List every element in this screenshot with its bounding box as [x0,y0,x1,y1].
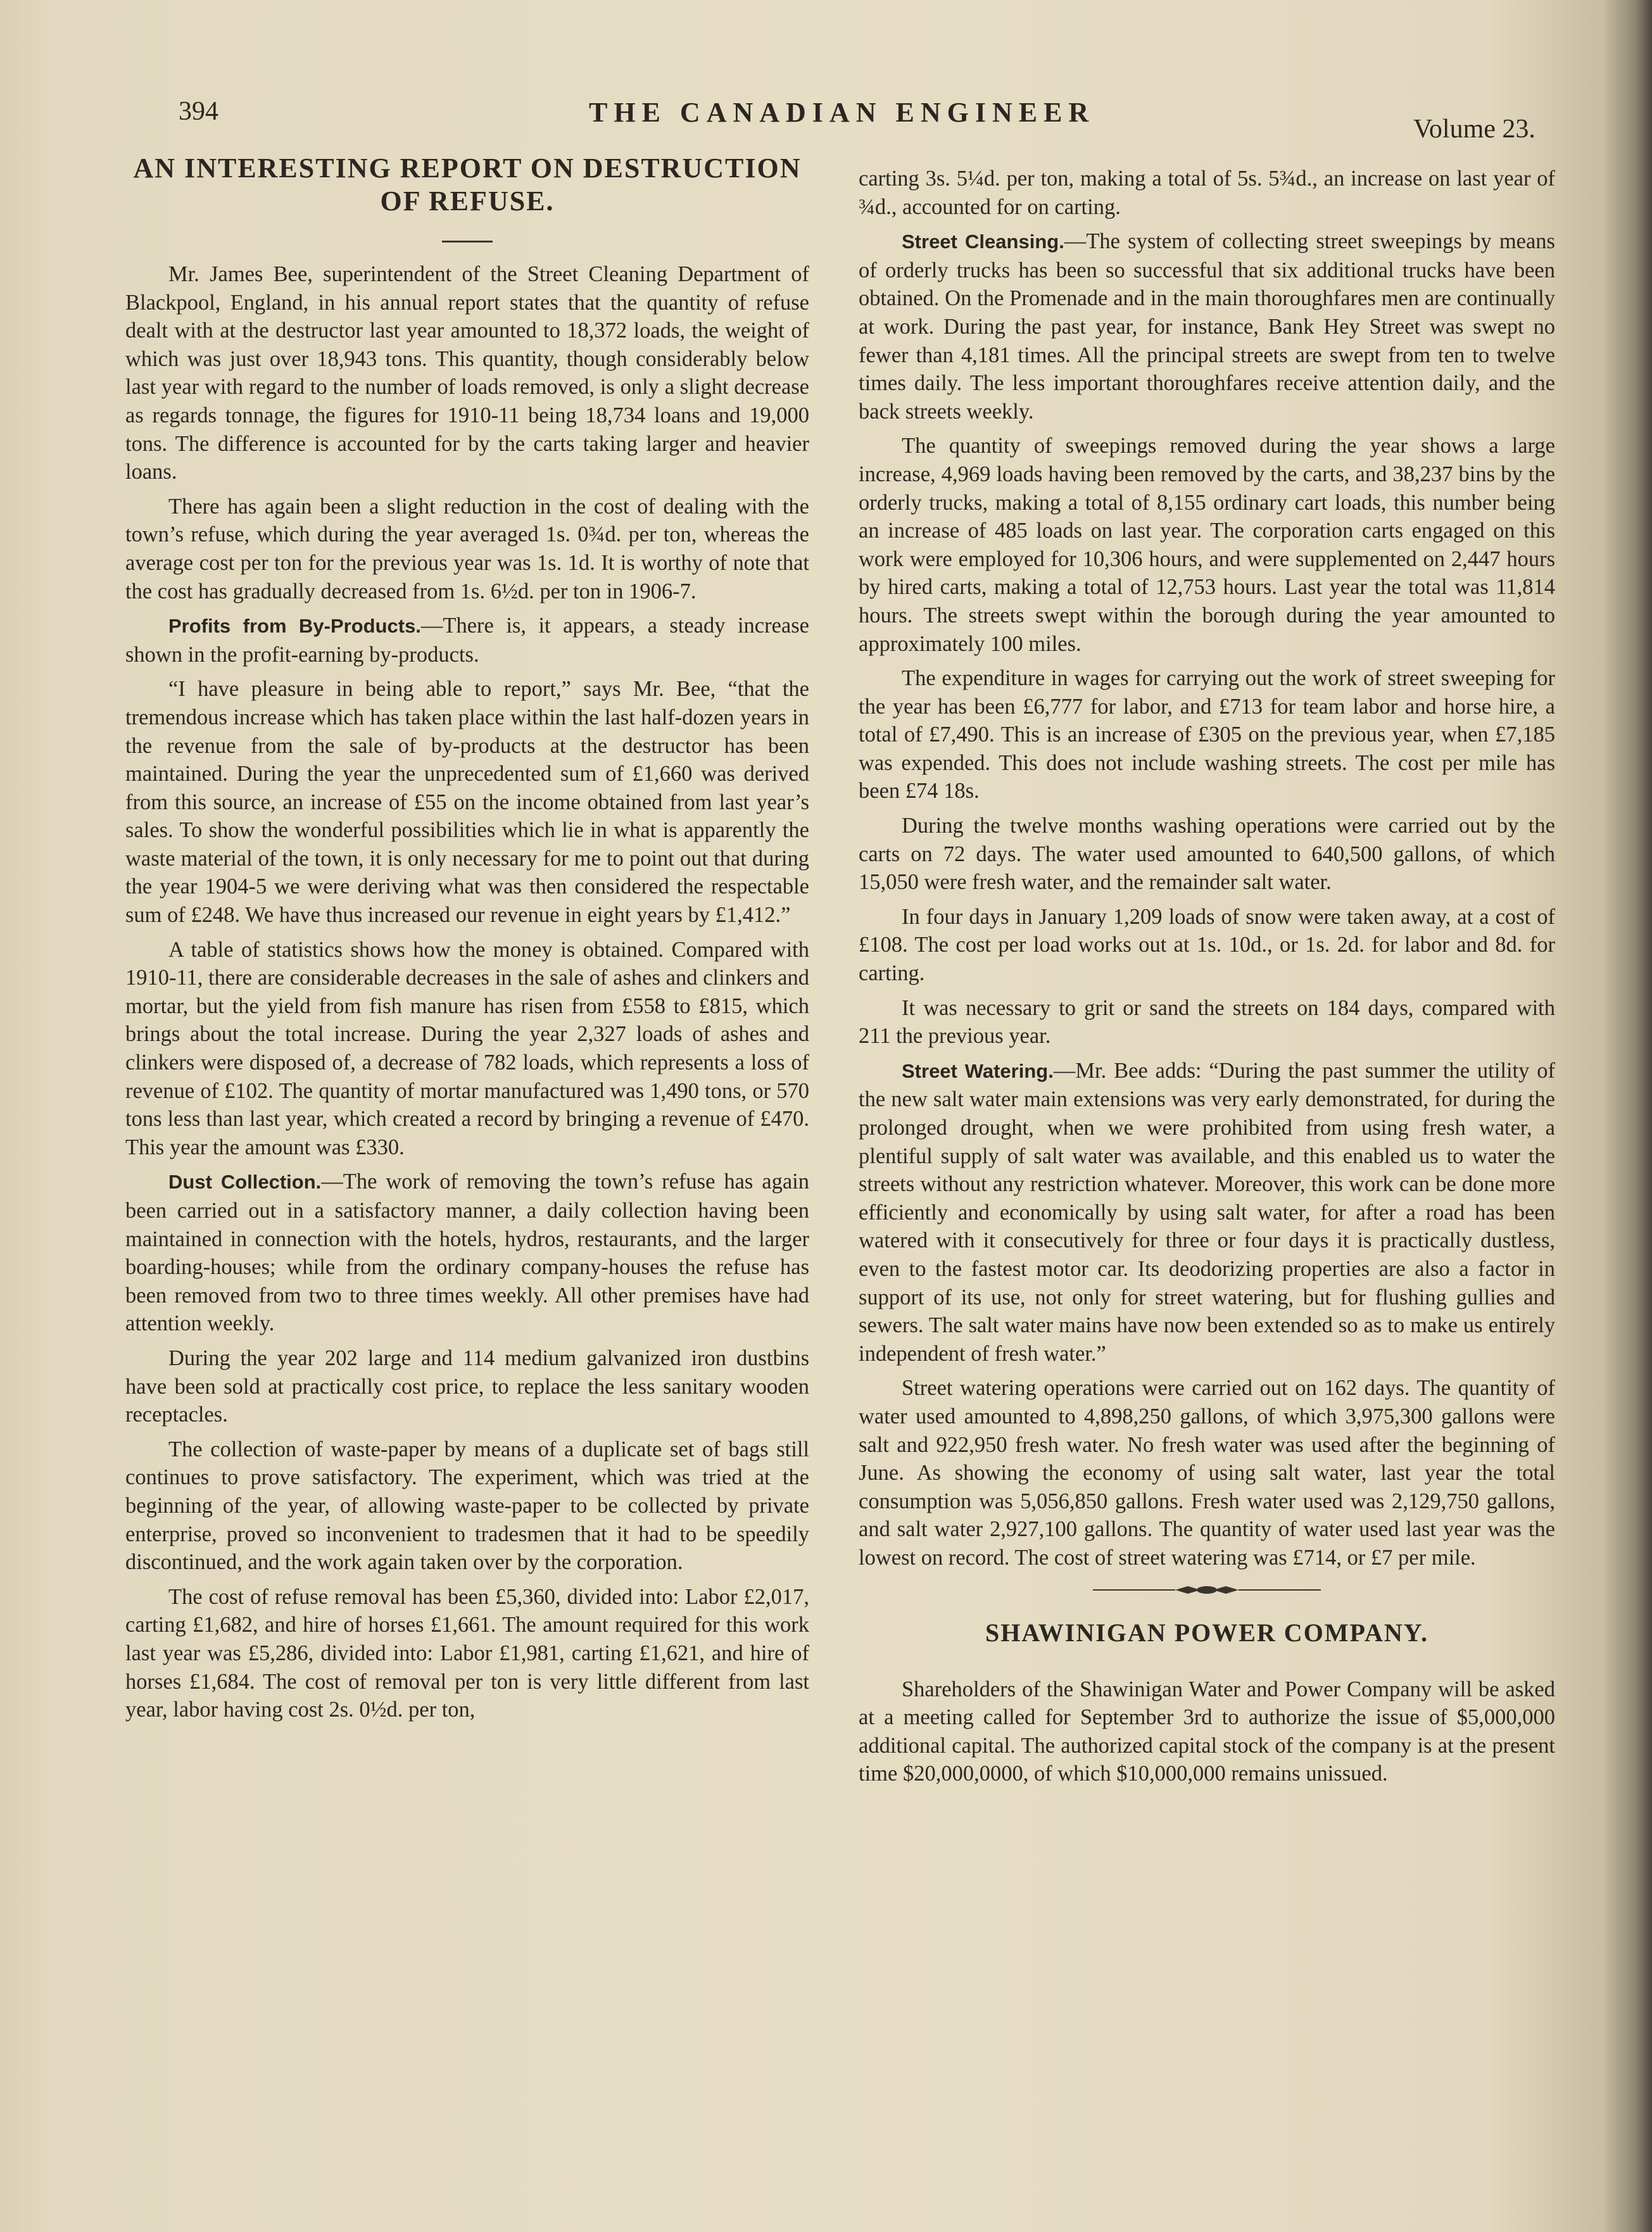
paragraph-watering [859,1057,1555,1368]
subhead-street-cleansing: Street Cleansing. [902,230,1064,253]
paragraph-dust [125,1168,809,1338]
right-column [859,165,1555,1794]
paragraph-watering-stats: Street watering operations were carried out on 162 days. The quantity of water used amounted to 4,898,250 gallons, of which 3,975,300 gallons were salt and 922,950 fresh water. No fresh water was used after the beginning of June. As showing the economy of using salt water, last year the total consumption was 5,056,850 gallons. Fresh water used was 2,129,750 gallons, and salt water 2,927,100 gallons. The quantity of water used last year was the lowest on record. The cost of street watering was £714, or £7 per mile. [859,1376,1555,1570]
divider-ornament [1093,1584,1321,1596]
byproducts-text: —There is, it appears, a steady increase shown in the profit-earning by-products. [125,614,809,667]
paragraph-shawinigan: Shareholders of the Shawinigan Water and Power Company will be asked at a meeting called for September 3rd to authorize the issue of $5,000,000 additional capital. The authorized capital stock of the company is at the present time $20,000,0000, of which $10,000,000 remains unissued. [859,1677,1555,1786]
paragraph-snow: In four days in January 1,209 loads of snow were taken away, at a cost of £108. The cost per load works out at 1s. 10d., or 1s. 2d. for labor and 8d. for carting. [859,904,1555,986]
paragraph-wages: The expenditure in wages for carrying out the work of street sweeping for the year has been £6,777 for labor, and £713 for team labor and horse hire, a total of £7,490. This is an increase of £305 on the previous year, when £7,185 was expended. This does not include washing streets. The cost per mile has been £74 18s. [859,666,1555,804]
running-head [0,96,1652,147]
paragraph-cleansing [859,227,1555,426]
paragraph-dustbins: During the year 202 large and 114 medium galvanized iron dustbins have been sold at practically cost price, to replace the less sanitary wooden receptacles. [125,1346,809,1427]
paragraph-cost: There has again been a slight reduction in the cost of dealing with the town’s refuse, which during the year averaged 1s. 0¾d. per ton, whereas the average cost per ton for the previous year was 1s. 1d. It is worthy of note that the cost has gradually decreased from 1s. 6½d. per ton in 1906-7. [125,494,809,603]
paragraph-quote: “I have pleasure in being able to report,” says Mr. Bee, “that the tremendous increase which has taken place within the last half-dozen years in the revenue from the sale of by-products at the destructor has been maintained. During the year the unprecedented sum of £1,660 was derived from this source, an increase of £55 on the income obtained from last year’s sales. To show the wonderful possibilities which lie in what is apparently the waste material of the town, it is only necessary for me to point out that during the year 1904-5 we were deriving what was then considered the respectable sum of £248. We have thus increased our revenue in eight years by £1,412.” [125,677,809,928]
subhead-byproducts: Profits from By-Products. [168,615,421,638]
left-column [125,152,809,1731]
article-title-line2: OF REFUSE. [380,186,555,217]
cleansing-text: —The system of collecting street sweepings by means of orderly trucks has been so successful that six additional trucks have been obtained. On the Promenade and in the main thoroughfares men are continually at work. During the past year, for instance, Bank Hey Street was swept no fewer than 4,181 times. All the principal streets are swept from ten to twelve times daily. The less important thoroughfares receive attention daily, and the back streets weekly. [859,229,1555,424]
watering-text: —Mr. Bee adds: “During the past summer the utility of the new salt water main extensions was very early demonstrated, for during the prolonged drought, when we were prohibited from using fresh water, a plentiful supply of salt water was available, and this enabled us to water the streets without any restriction whatever. Moreover, this work can be done more efficiently and economically by using salt water, for after a road has been watered with it consecutively for three or four days it is practically dustless, even to the fastest motor car. Its deodorizing properties are also a factor in support of its use, not only for street watering, but for flushing gullies and sewers. The salt water mains have now been extended so as to make us entirely independent of fresh water.” [859,1058,1555,1366]
page-number: 394 [179,97,218,126]
title-rule [442,241,493,243]
dust-text: —The work of removing the town’s refuse has again been carried out in a satisfactory manner, a daily collection having been maintained in connection with the hotels, hydros, restaurants, and the larger boarding-houses; while from the ordinary company-houses the refuse has been removed from two to three times weekly. All other premises have had attention weekly. [125,1170,810,1336]
shawinigan-title: SHAWINIGAN POWER COMPANY. [985,1618,1429,1647]
subhead-dust-collection: Dust Collection. [168,1171,322,1194]
paragraph-waste-paper: The collection of waste-paper by means of a duplicate set of bags still continues to prove satisfactory. The experiment, which was tried at the beginning of the year, of allowing waste-paper to be collected by private enterprise, proved so inconvenient to tradesmen that it had to be speedily discontinued, and the work again taken over by the corporation. [125,1437,809,1575]
volume-label: Volume 23. [1413,115,1535,144]
article-title [125,152,809,218]
journal-title: THE CANADIAN ENGINEER [589,97,1095,128]
paragraph-grit: It was necessary to grit or sand the streets on 184 days, compared with 211 the previous year. [859,995,1555,1049]
paragraph-sweepings: The quantity of sweepings removed during the year shows a large increase, 4,969 loads having been removed by the carts, and 38,237 bins by the orderly trucks, making a total of 8,155 ordinary cart loads, this number being an increase of 485 loads on last year. The corporation carts engaged on this work were employed for 10,306 hours, and were supplemented on 2,447 hours by hired carts, making a total of 12,753 hours. Last year the total was 11,814 hours. The streets swept within the borough during the year amounted to approximately 100 miles. [859,434,1555,656]
paragraph-removal-cost: The cost of refuse removal has been £5,360, divided into: Labor £2,017, carting £1,682, and hire of horses £1,661. The amount required for this work last year was £5,286, divided into: Labor £1,981, carting £1,621, and hire of horses £1,684. The cost of removal per ton is very little different from last year, labor having cost 2s. 0½d. per ton, [125,1584,809,1722]
paragraph-statistics: A table of statistics shows how the money is obtained. Compared with 1910-11, there are considerable decreases in the sale of ashes and clinkers and mortar, but the yield from fish manure has risen from £558 to £815, which brings about the total increase. During the year 2,327 loads of ashes and clinkers were disposed of, a decrease of 782 loads, which represents a loss of revenue of £102. The quantity of mortar manufactured was 1,490 tons, or 570 tons less than last year, which created a record by bringing a revenue of £470. This year the amount was £330. [125,937,809,1159]
paragraph-byproducts [125,612,809,669]
article-title-line1: AN INTERESTING REPORT ON DESTRUCTION [133,153,802,184]
paragraph-washing: During the twelve months washing operations were carried out by the carts on 72 days. The water used amounted to 640,500 gallons, of which 15,050 were fresh water, and the remainder salt water. [859,814,1555,895]
paragraph-carting: carting 3s. 5¼d. per ton, making a total of 5s. 5¾d., an increase on last year of ¾d., accounted for on carting. [859,167,1555,219]
paragraph-intro: Mr. James Bee, superintendent of the Street Cleaning Department of Blackpool, England, in his annual report states that the quantity of refuse dealt with at the destructor last year amounted to 18,372 loads, the weight of which was just over 18,943 tons. This quantity, though considerably below last year with regard to the number of loads removed, is only a slight decrease as regards tonnage, the figures for 1910-11 being 18,734 loans and 19,000 tons. The difference is accounted for by the carts taking larger and heavier loans. [125,262,809,484]
subhead-street-watering: Street Watering. [902,1059,1054,1082]
